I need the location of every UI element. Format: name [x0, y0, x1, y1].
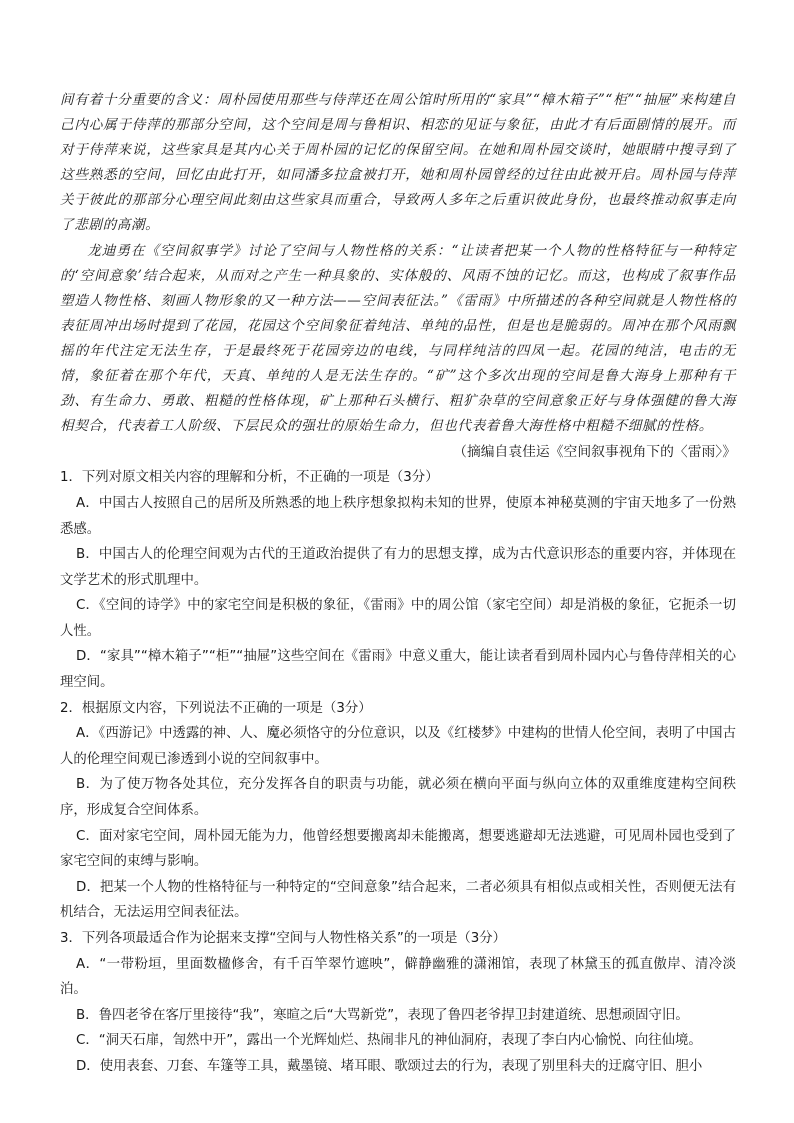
passage-source: （摘编自袁佳运《空间叙事视角下的〈雷雨〉》 [453, 444, 736, 461]
option-b: B．为了使万物各处其位，充分发挥各自的职责与功能，就必须在横向平面与纵向立体的双重维度建构空间秩序，形成复合空间体系。 [60, 777, 736, 819]
option-a: A．“一带粉垣，里面数楹修舍，有千百竿翠竹遮映”，僻静幽雅的潇湘馆，表现了林黛玉的孤直傲岸、清冷淡泊。 [60, 956, 736, 998]
question-2 [60, 696, 736, 926]
question-3 [60, 926, 736, 1080]
option-b: B．鲁四老爷在客厅里接待“我”，寒暄之后“大骂新党”，表现了鲁四老爷捍卫封建道统、思想顽固守旧。 [76, 1007, 689, 1023]
question-1 [60, 465, 736, 695]
option-c: C．《空间的诗学》中的家宅空间是积极的象征，《雷雨》中的周公馆（家宅空间）却是消极的象征，它扼杀一切人性。 [60, 598, 736, 639]
passage-paragraph: 龙迪勇在《空间叙事学》讨论了空间与人物性格的关系：“让读者把某一个人物的性格特征与一种特定的‘空间意象’结合起来，从而对之产生一种具象的、实体般的、风雨不蚀的记忆。而这，也构成了叙事作品塑造人物性格、刻画人物形象的又一种方法——空间表征法。”《雷雨》中所描述的各种空间就是人物性格的表征周冲出场时提到了花园，花园这个空间象征着纯洁、单纯的品性，但是也是脆弱的。周冲在那个风雨飘摇的年代注定无法生存，于是最终死于花园旁边的电线，与同样纯洁的四凤一起。花园的纯洁，电击的无情，象征着在那个年代，天真、单纯的人是无法生存的。“矿”这个多次出现的空间是鲁大海身上那种有干劲、有生命力、勇敢、粗糙的性格体现，矿上那种石头横行、粗犷杂草的空间意象正好与身体强健的鲁大海相契合，代表着工人阶级、下层民众的强壮的原始生命力，但也代表着鲁大海性格中粗糙不细腻的性格。 [60, 242, 736, 435]
reading-passage [60, 88, 736, 439]
passage-paragraph: 间有着十分重要的含义：周朴园使用那些与侍萍还在周公馆时所用的“家具”“樟木箱子”“柜”“抽屉”来构建自己内心属于侍萍的那部分空间，这个空间是周与鲁相识、相恋的见证与象征，由此才有后面剧情的展开。而对于侍萍来说，这些家具是其内心关于周朴园的记忆的保留空间。在她和周朴园交谈时，她眼睛中搜寻到了这些熟悉的空间，回忆由此打开，如同潘多拉盒被打开，她和周朴园曾经的过往由此被开启。周朴园与侍萍关于彼此的那部分心理空间此刻由这些家具而重合，导致两人多年之后重识彼此身份，也最终推动叙事走向了悲剧的高潮。 [60, 92, 736, 234]
document-page [60, 88, 736, 1080]
question-stem: 3．下列各项最适合作为论据来支撑“空间与人物性格关系”的一项是（3分） [60, 931, 507, 946]
option-c: C．“洞天石扉，訇然中开”，露出一个光辉灿烂、热闹非凡的神仙洞府，表现了李白内心愉悦、向往仙境。 [76, 1033, 702, 1049]
option-d: D．把某一个人物的性格特征与一种特定的“空间意象”结合起来，二者必须具有相似点或相关性，否则便无法有机结合，无法运用空间表征法。 [60, 879, 736, 921]
option-a: A．中国古人按照自己的居所及所熟悉的地上秩序想象拟构未知的世界，使原本神秘莫测的宇宙天地多了一份熟悉感。 [60, 495, 736, 537]
option-a: A．《西游记》中透露的神、人、魔必须恪守的分位意识，以及《红楼梦》中建构的世情人伦空间，表明了中国古人的伦理空间观已渗透到小说的空间叙事中。 [60, 726, 736, 767]
option-b: B．中国古人的伦理空间观为古代的王道政治提供了有力的思想支撑，成为古代意识形态的重要内容，并体现在文学艺术的形式肌理中。 [60, 547, 736, 588]
question-stem: 1．下列对原文相关内容的理解和分析，不正确的一项是（3分） [60, 470, 439, 486]
option-d: D．“家具”“樟木箱子”“柜”“抽屉”这些空间在《雷雨》中意义重大，能让读者看到周朴园内心与鲁侍萍相关的心理空间。 [60, 649, 736, 691]
question-stem: 2．根据原文内容，下列说法不正确的一项是（3分） [60, 700, 372, 716]
option-c: C．面对家宅空间，周朴园无能为力，他曾经想要搬离却未能搬离，想要逃避却无法逃避，可见周朴园也受到了家宅空间的束缚与影响。 [60, 828, 736, 870]
option-d: D．使用表套、刀套、车篷等工具，戴墨镜、堵耳眼、歌颂过去的行为，表现了别里科夫的迂腐守旧、胆小 [76, 1058, 703, 1074]
